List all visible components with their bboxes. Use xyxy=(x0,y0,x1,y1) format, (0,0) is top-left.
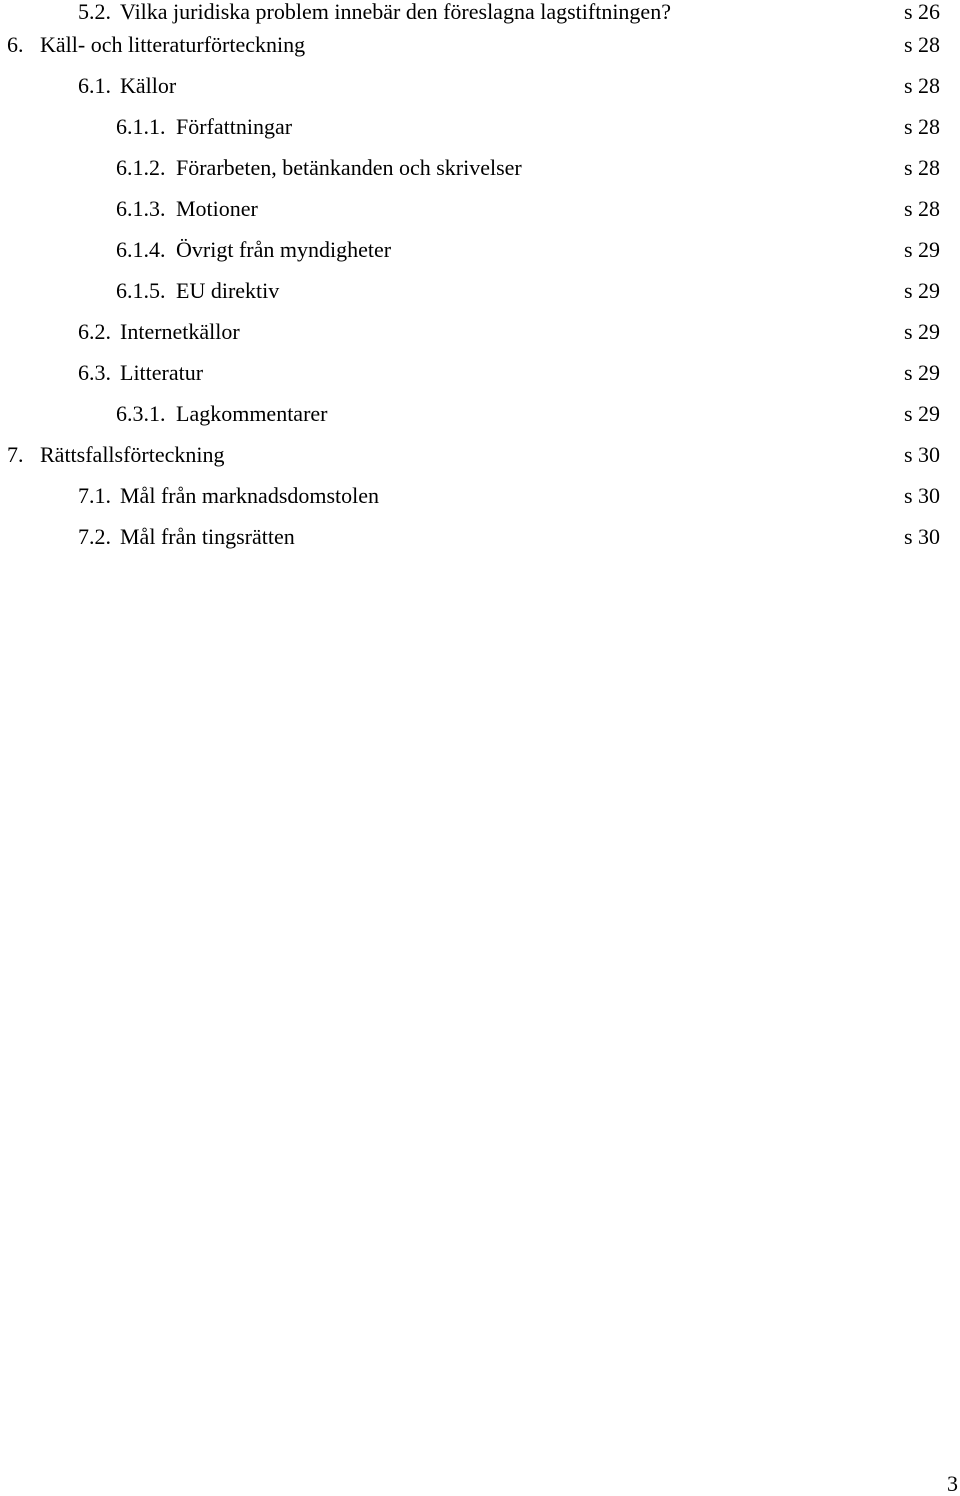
toc-entry-title: Motioner xyxy=(176,196,258,221)
toc-entry xyxy=(0,106,960,147)
toc-entry-number: 5.2. xyxy=(78,0,111,24)
toc-entry-number: 6.1.4. xyxy=(116,237,166,262)
toc-entry xyxy=(0,352,960,393)
toc-entry-number: 6.2. xyxy=(78,319,111,344)
toc-entry-page: s 28 xyxy=(903,114,940,139)
toc-entry xyxy=(0,475,960,516)
toc-entry-page: s 30 xyxy=(903,483,940,508)
toc-entry-page: s 28 xyxy=(903,155,940,180)
toc-entry-title: Internetkällor xyxy=(120,319,240,344)
page-number: 3 xyxy=(947,1471,958,1496)
toc-entry-page: s 29 xyxy=(903,360,940,385)
toc-entry xyxy=(0,434,960,475)
toc-entry xyxy=(0,516,960,557)
toc-entry-page: s 29 xyxy=(903,278,940,303)
toc-entry-number: 6.3. xyxy=(78,360,111,385)
toc-entry xyxy=(0,24,960,65)
toc-entry xyxy=(0,229,960,270)
toc-entry-title: EU direktiv xyxy=(176,278,280,303)
toc-entry xyxy=(0,270,960,311)
toc-entry-title: Förarbeten, betänkanden och skrivelser xyxy=(176,155,522,180)
toc-entry-title: Mål från tingsrätten xyxy=(120,524,295,549)
toc-entry-page: s 30 xyxy=(903,442,940,467)
toc-entry-number: 6.1.1. xyxy=(116,114,166,139)
toc-entry-number: 6.1.3. xyxy=(116,196,166,221)
toc-entry-title: Övrigt från myndigheter xyxy=(176,237,392,262)
toc-entry-number: 6. xyxy=(7,32,24,57)
toc-entry xyxy=(0,65,960,106)
toc-entry-number: 6.3.1. xyxy=(116,401,166,426)
toc-entry-page: s 28 xyxy=(903,196,940,221)
toc-entry-number: 7. xyxy=(7,442,24,467)
toc-entry-page: s 29 xyxy=(903,319,940,344)
toc-entry-page: s 28 xyxy=(903,32,940,57)
table-of-contents xyxy=(0,0,960,557)
toc-entry-page: s 28 xyxy=(903,73,940,98)
toc-entry xyxy=(0,393,960,434)
toc-entry xyxy=(0,188,960,229)
toc-entry-page: s 29 xyxy=(903,237,940,262)
toc-entry-page: s 26 xyxy=(903,0,940,24)
toc-entry-page: s 29 xyxy=(903,401,940,426)
toc-entry-number: 6.1.2. xyxy=(116,155,166,180)
toc-entry-title: Författningar xyxy=(176,114,293,139)
toc-entry xyxy=(0,311,960,352)
toc-entry-title: Lagkommentarer xyxy=(176,401,328,426)
toc-entry-title: Rättsfallsförteckning xyxy=(40,442,225,467)
toc-entry-number: 6.1.5. xyxy=(116,278,166,303)
toc-entry-title: Källor xyxy=(120,73,177,98)
toc-entry-number: 6.1. xyxy=(78,73,111,98)
toc-entry-title: Käll- och litteraturförteckning xyxy=(40,32,306,57)
toc-entry-title: Mål från marknadsdomstolen xyxy=(120,483,380,508)
toc-entry-title: Vilka juridiska problem innebär den föreslagna lagstiftningen? xyxy=(120,0,671,24)
toc-entry xyxy=(0,0,960,24)
toc-entry-title: Litteratur xyxy=(120,360,204,385)
toc-entry-page: s 30 xyxy=(903,524,940,549)
toc-entry-number: 7.2. xyxy=(78,524,111,549)
toc-entry-number: 7.1. xyxy=(78,483,111,508)
toc-entry xyxy=(0,147,960,188)
